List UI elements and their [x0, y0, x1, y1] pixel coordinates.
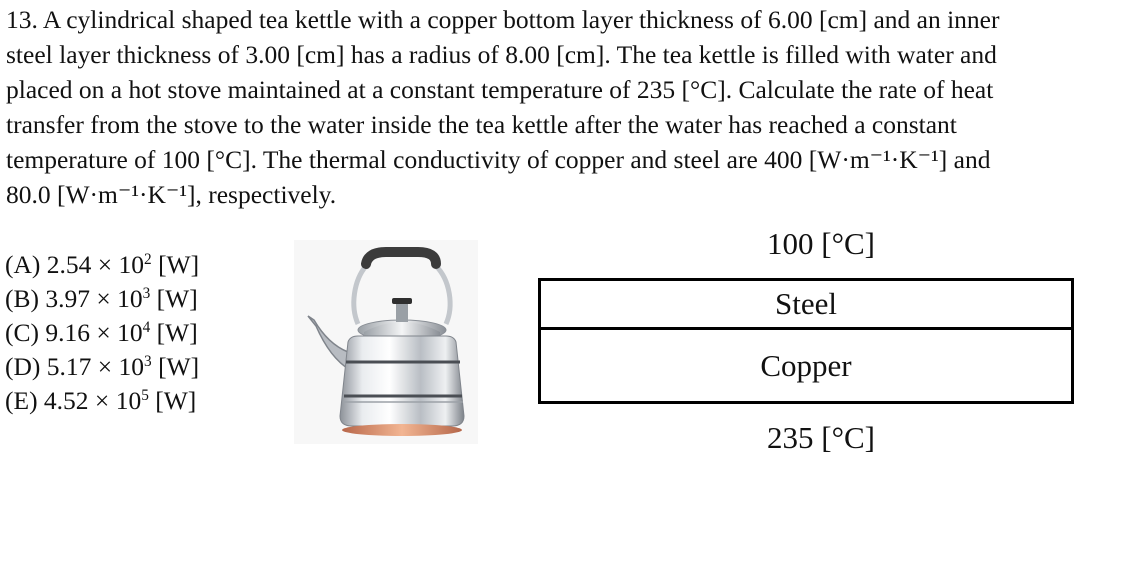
- question-line: 80.0 [W·m⁻¹·K⁻¹], respectively.: [6, 180, 337, 209]
- copper-layer: [541, 330, 1071, 401]
- question-line: steel layer thickness of 3.00 [cm] has a radius of 8.00 [cm]. The tea kettle is filled with water and: [6, 40, 997, 69]
- question-line: 13. A cylindrical shaped tea kettle with a copper bottom layer thickness of 6.00 [cm] and an inner: [6, 5, 1000, 34]
- top-temperature-label: 100 [°C]: [767, 226, 875, 261]
- choice-d[interactable]: (D) $5.17 \times 10^3$ [W]: [5, 352, 200, 381]
- question-line: placed on a hot stove maintained at a constant temperature of 235 [°C]. Calculate the rate of heat: [6, 75, 994, 104]
- choice-b[interactable]: (B) $3.97 \times 10^3$ [W]: [5, 284, 198, 313]
- choice-e[interactable]: (E) $4.52 \times 10^5$ [W]: [5, 386, 197, 415]
- question-line: transfer from the stove to the water inside the tea kettle after the water has reached a constant: [6, 110, 957, 139]
- question-text: [6, 2, 1126, 212]
- choice-c[interactable]: (C) $9.16 \times 10^4$ [W]: [5, 318, 198, 347]
- bottom-temperature-label: 235 [°C]: [767, 420, 875, 455]
- copper-label: Copper: [760, 347, 852, 383]
- answer-choices: [5, 248, 199, 418]
- steel-label: Steel: [775, 286, 837, 321]
- layer-diagram: [538, 278, 1074, 404]
- choice-a[interactable]: (A) $2.54 \times 10^2$ [W]: [5, 250, 200, 279]
- tea-kettle-image: [294, 240, 478, 444]
- steel-layer: [541, 281, 1071, 330]
- question-line: temperature of 100 [°C]. The thermal conductivity of copper and steel are 400 [W·m⁻¹·K⁻¹] and: [6, 145, 991, 174]
